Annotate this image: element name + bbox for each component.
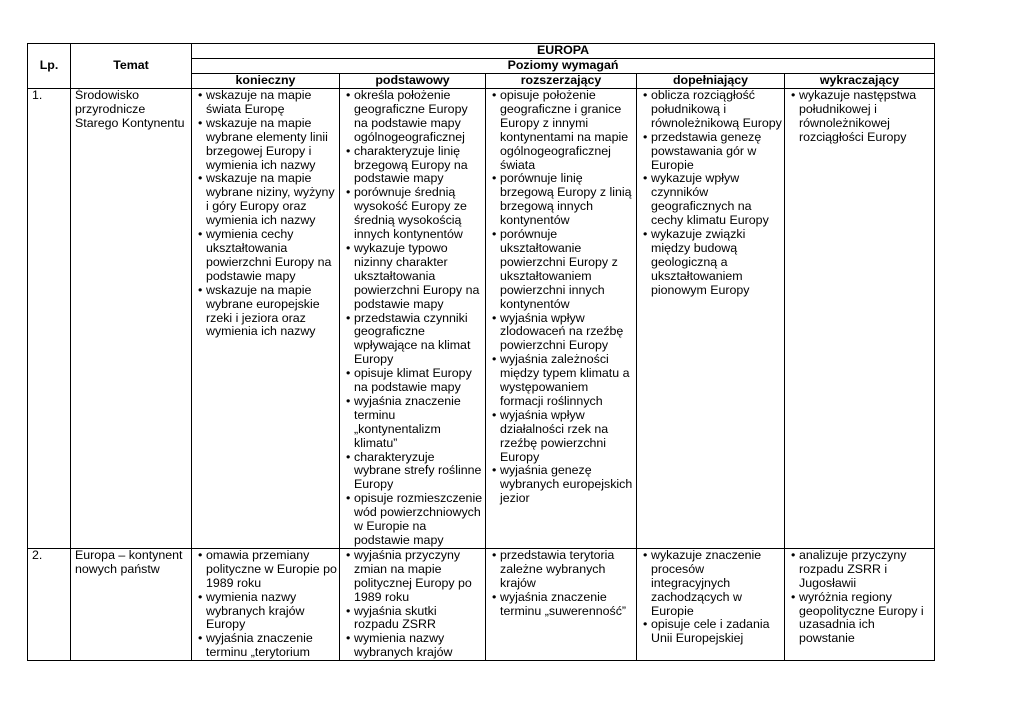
requirement-list <box>196 89 337 339</box>
cell-podstawowy <box>340 89 486 549</box>
requirement-list <box>490 549 634 619</box>
list-item: • wskazuje na mapie wybrane europejskie rzeki i jeziora oraz wymienia ich nazwy <box>198 282 320 339</box>
bullet-icon: • <box>198 547 203 562</box>
header-level-wykraczajacy: wykraczający <box>785 74 935 89</box>
header-level-konieczny: konieczny <box>192 74 340 89</box>
list-item: • wyjaśnia skutki rozpadu ZSRR <box>346 603 437 632</box>
requirement-list <box>344 549 483 660</box>
cell-rozszerzajacy <box>486 548 637 660</box>
bullet-icon: • <box>198 589 203 604</box>
header-temat: Temat <box>71 44 192 89</box>
bullet-icon: • <box>791 589 796 604</box>
list-item: • opisuje cele i zadania Unii Europejskiej <box>643 617 770 646</box>
bullet-icon: • <box>346 631 351 646</box>
list-item: • wymienia nazwy wybranych krajów Europy <box>198 589 305 632</box>
bullet-icon: • <box>492 310 497 325</box>
header-level-dopelniajacy: dopełniający <box>637 74 785 89</box>
cell-dopelniajacy <box>637 548 785 660</box>
cell-wykraczajacy <box>785 89 935 549</box>
list-item: • przedstawia czynniki geograficzne wpływające na klimat Europy <box>346 310 471 367</box>
list-item: • wymienia nazwy wybranych krajów <box>346 631 453 660</box>
requirements-table <box>27 43 935 661</box>
bullet-icon: • <box>492 547 497 562</box>
list-item: • wymienia cechy ukształtowania powierzchni Europy na podstawie mapy <box>198 227 332 283</box>
list-item: • wykazuje wpływ czynników geograficznych na cechy klimatu Europy <box>643 171 769 228</box>
bullet-icon: • <box>492 227 497 242</box>
bullet-icon: • <box>346 240 351 255</box>
bullet-icon: • <box>346 88 351 102</box>
bullet-icon: • <box>198 227 203 242</box>
list-item: • wyjaśnia znaczenie terminu „terytorium <box>198 631 313 660</box>
requirement-list <box>641 89 782 298</box>
bullet-icon: • <box>492 88 497 102</box>
list-item: • charakteryzuje linię brzegową Europy na podstawie mapy <box>346 143 468 186</box>
bullet-icon: • <box>346 449 351 464</box>
list-item: • wyjaśnia wpływ działalności rzek na rzeźbę powierzchni Europy <box>492 407 609 464</box>
header-level-rozszerzajacy: rozszerzający <box>486 74 637 89</box>
cell-wykraczajacy <box>785 548 935 660</box>
requirement-list <box>196 549 337 660</box>
bullet-icon: • <box>643 547 648 562</box>
list-item: • porównuje średnią wysokość Europy ze średnią wysokością innych kontynentów <box>346 185 467 242</box>
bullet-icon: • <box>346 603 351 618</box>
row-number: 2. <box>28 548 71 660</box>
requirement-list <box>789 549 932 646</box>
list-item: • porównuje linię brzegową Europy z linią brzegową innych kontynentów <box>492 171 632 228</box>
row-topic: Środowisko przyrodnicze Starego Kontynentu <box>71 89 192 549</box>
list-item: • opisuje klimat Europy na podstawie mapy <box>346 366 472 395</box>
requirement-list <box>789 89 932 145</box>
list-item: • przedstawia genezę powstawania gór w Europie <box>643 129 762 172</box>
bullet-icon: • <box>492 589 497 604</box>
list-item: • wykazuje związki między budową geologiczną a ukształtowaniem pionowym Europy <box>643 227 750 297</box>
bullet-icon: • <box>643 129 648 144</box>
list-item: • określa położenie geograficzne Europy na podstawie mapy ogólnogeograficznej <box>346 88 468 144</box>
bullet-icon: • <box>346 143 351 158</box>
bullet-icon: • <box>643 227 648 242</box>
list-item: • wyjaśnia znaczenie terminu „kontynentalizm klimatu” <box>346 393 461 450</box>
list-item: • opisuje położenie geograficzne i granice Europy z innymi kontynentami na mapie ogólnogeograficznej świata <box>492 88 629 172</box>
bullet-icon: • <box>346 491 351 506</box>
bullet-icon: • <box>346 393 351 408</box>
header-section-title: EUROPA <box>192 44 935 59</box>
bullet-icon: • <box>346 366 351 381</box>
requirement-list <box>344 89 483 548</box>
list-item: • wskazuje na mapie wybrane elementy linii brzegowej Europy i wymienia ich nazwy <box>198 115 328 172</box>
list-item: • wskazuje na mapie świata Europę <box>198 88 312 116</box>
list-item: • charakteryzuje wybrane strefy roślinne Europy <box>346 449 482 492</box>
list-item: • opisuje rozmieszczenie wód powierzchniowych w Europie na podstawie mapy <box>346 491 483 547</box>
list-item: • wyjaśnia zależności między typem klimatu a występowaniem formacji roślinnych <box>492 352 630 408</box>
bullet-icon: • <box>198 282 203 297</box>
bullet-icon: • <box>643 88 648 102</box>
list-item: • wyróżnia regiony geopolityczne Europy i uzasadnia ich powstanie <box>791 589 924 646</box>
bullet-icon: • <box>346 547 351 562</box>
bullet-icon: • <box>492 407 497 422</box>
bullet-icon: • <box>346 185 351 200</box>
header-lp: Lp. <box>28 44 71 89</box>
list-item: • przedstawia terytoria zależne wybranych krajów <box>492 547 615 590</box>
table-row <box>28 89 935 549</box>
list-item: • wyjaśnia wpływ zlodowaceń na rzeźbę powierzchni Europy <box>492 310 624 353</box>
bullet-icon: • <box>492 352 497 367</box>
bullet-icon: • <box>198 88 203 102</box>
list-item: • wyjaśnia genezę wybranych europejskich jezior <box>492 463 633 506</box>
cell-dopelniajacy <box>637 89 785 549</box>
cell-rozszerzajacy <box>486 89 637 549</box>
document-page <box>27 43 934 661</box>
list-item: • wykazuje znaczenie procesów integracyjnych zachodzących w Europie <box>643 547 762 618</box>
list-item: • wskazuje na mapie wybrane niziny, wyżyny i góry Europy oraz wymienia ich nazwy <box>198 171 335 228</box>
list-item: • wykazuje typowo nizinny charakter ukształtowania powierzchni Europy na podstawie mapy <box>346 240 480 311</box>
list-item: • porównuje ukształtowanie powierzchni Europy z ukształtowaniem powierzchni innych kontynentów <box>492 227 618 311</box>
bullet-icon: • <box>643 171 648 186</box>
bullet-icon: • <box>791 547 796 562</box>
cell-podstawowy <box>340 548 486 660</box>
bullet-icon: • <box>492 463 497 478</box>
list-item: • wykazuje następstwa południkowej i równoleżnikowej rozciągłości Europy <box>791 88 917 144</box>
list-item: • wyjaśnia przyczyny zmian na mapie politycznej Europy po 1989 roku <box>346 547 472 604</box>
bullet-icon: • <box>346 310 351 325</box>
header-levels: Poziomy wymagań <box>192 59 935 74</box>
bullet-icon: • <box>791 88 796 102</box>
bullet-icon: • <box>643 617 648 632</box>
list-item: • analizuje przyczyny rozpadu ZSRR i Jugosławii <box>791 547 907 590</box>
bullet-icon: • <box>198 631 203 646</box>
bullet-icon: • <box>492 171 497 186</box>
row-number: 1. <box>28 89 71 549</box>
list-item: • oblicza rozciągłość południkową i równoleżnikową Europy <box>643 88 782 130</box>
cell-konieczny <box>192 89 340 549</box>
row-topic: Europa – kontynent nowych państw <box>71 548 192 660</box>
bullet-icon: • <box>198 171 203 186</box>
table-row <box>28 548 935 660</box>
header-level-podstawowy: podstawowy <box>340 74 486 89</box>
bullet-icon: • <box>198 115 203 130</box>
list-item: • wyjaśnia znaczenie terminu „suwerenność” <box>492 589 627 618</box>
requirement-list <box>490 89 634 506</box>
list-item: • omawia przemiany polityczne w Europie po 1989 roku <box>198 547 337 590</box>
cell-konieczny <box>192 548 340 660</box>
requirement-list <box>641 549 782 646</box>
